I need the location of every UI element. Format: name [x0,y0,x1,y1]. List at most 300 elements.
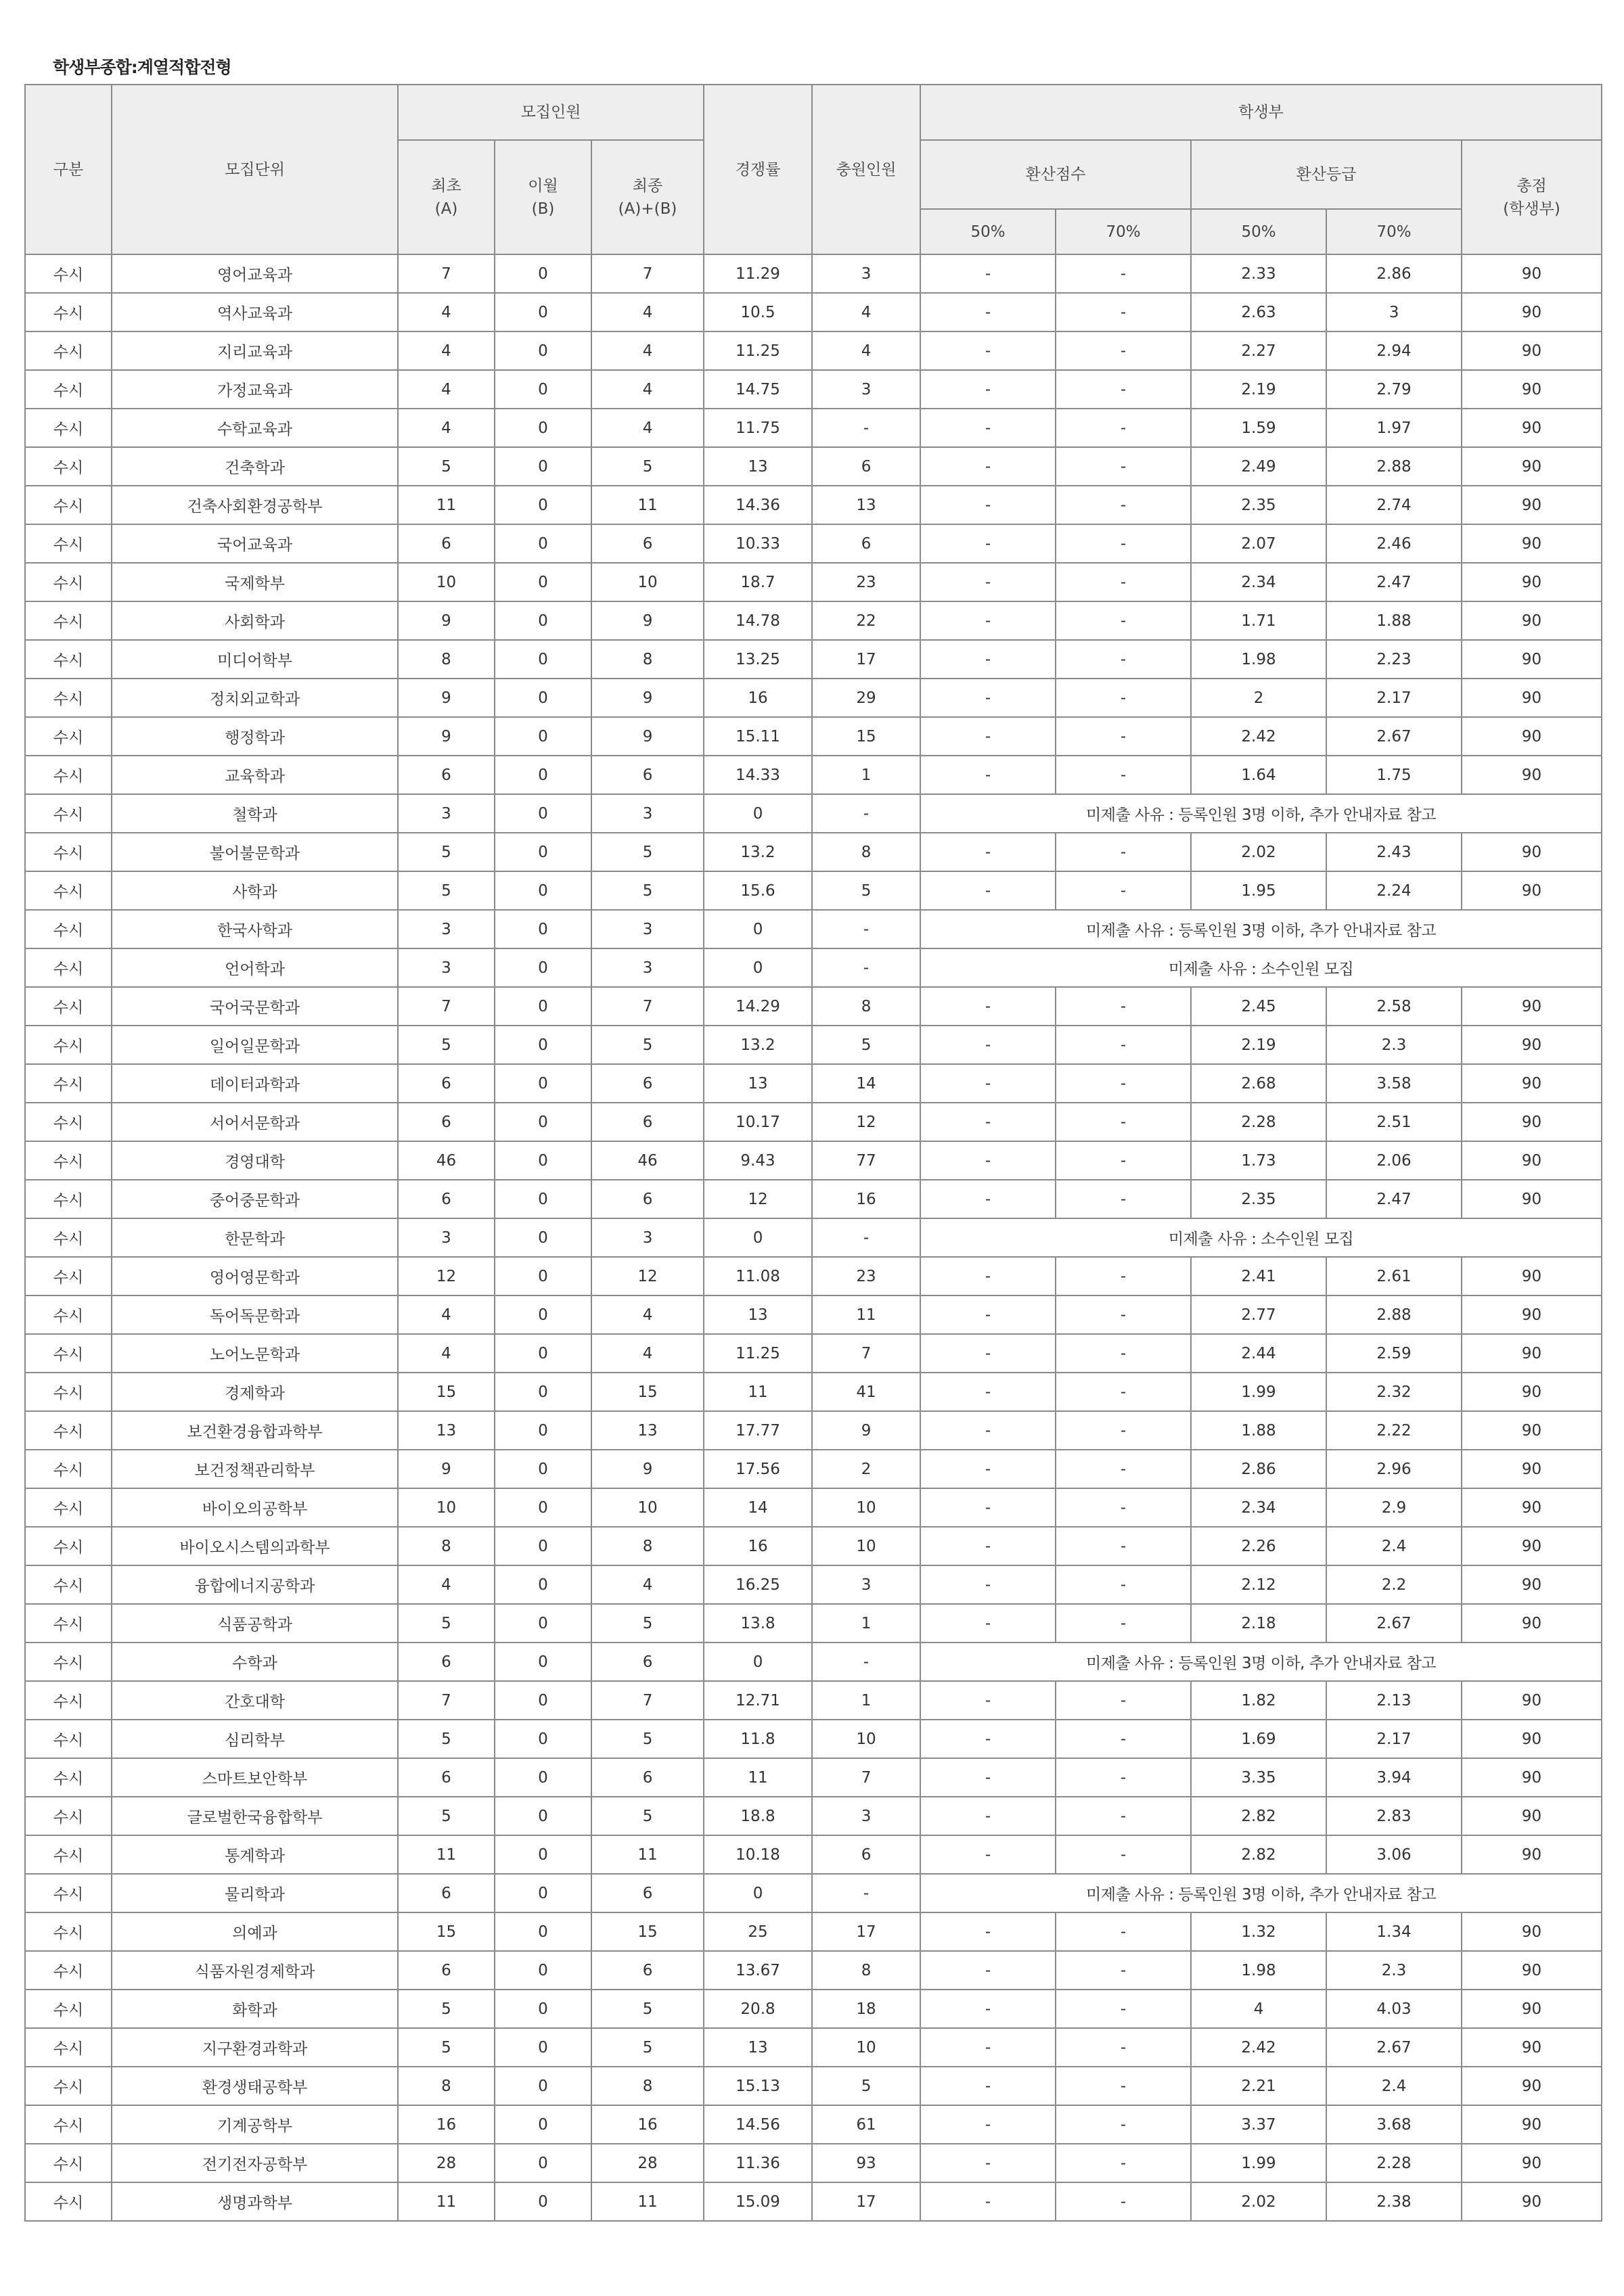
cell-grade-70: 2.43 [1326,833,1462,871]
cell-total: 90 [1462,1990,1602,2028]
table-row [25,2182,1602,2221]
cell-unit: 스마트보안학부 [112,1758,398,1797]
cell-grade-50: 2.33 [1191,254,1326,293]
cell-carryover: 0 [495,1180,591,1218]
cell-carryover: 0 [495,640,591,679]
cell-score-70: - [1056,1797,1191,1835]
cell-score-70: - [1056,409,1191,447]
cell-carryover: 0 [495,1874,591,1912]
cell-category: 수시 [25,563,112,601]
cell-grade-50: 1.59 [1191,409,1326,447]
table-row [25,679,1602,717]
cell-unit: 데이터과학과 [112,1064,398,1103]
cell-score-50: - [920,486,1056,524]
cell-grade-70: 2.2 [1326,1565,1462,1604]
cell-category: 수시 [25,1026,112,1064]
cell-score-50: - [920,1334,1056,1373]
cell-final: 6 [591,1103,704,1141]
cell-unit: 국어국문학과 [112,987,398,1026]
table-row [25,1373,1602,1411]
cell-grade-50: 1.71 [1191,601,1326,640]
table-row [25,640,1602,679]
cell-competition: 16 [704,679,812,717]
cell-initial: 4 [398,331,495,370]
cell-grade-70: 2.3 [1326,1026,1462,1064]
cell-category: 수시 [25,293,112,331]
cell-category: 수시 [25,1720,112,1758]
cell-score-50: - [920,1912,1056,1951]
header-competition: 경쟁률 [704,85,812,254]
cell-extra: 3 [812,370,920,409]
cell-grade-70: 3.94 [1326,1758,1462,1797]
cell-carryover: 0 [495,833,591,871]
cell-category: 수시 [25,447,112,486]
cell-unit: 한문학과 [112,1218,398,1257]
cell-category: 수시 [25,2144,112,2182]
cell-competition: 0 [704,794,812,833]
cell-unit: 바이오의공학부 [112,1488,398,1527]
cell-score-50: - [920,871,1056,910]
cell-initial: 8 [398,640,495,679]
cell-competition: 13.67 [704,1951,812,1990]
cell-extra: 4 [812,293,920,331]
table-row [25,1874,1602,1912]
cell-total: 90 [1462,2144,1602,2182]
table-row [25,1797,1602,1835]
cell-extra: 13 [812,486,920,524]
cell-competition: 18.7 [704,563,812,601]
cell-competition: 0 [704,1643,812,1681]
cell-score-50: - [920,2067,1056,2105]
cell-competition: 15.09 [704,2182,812,2221]
cell-grade-50: 2.82 [1191,1797,1326,1835]
cell-final: 15 [591,1912,704,1951]
cell-total: 90 [1462,254,1602,293]
cell-category: 수시 [25,409,112,447]
cell-final: 5 [591,1797,704,1835]
cell-carryover: 0 [495,1951,591,1990]
cell-grade-50: 2.45 [1191,987,1326,1026]
header-extra: 충원인원 [812,85,920,254]
cell-grade-70: 1.75 [1326,756,1462,794]
cell-initial: 11 [398,486,495,524]
cell-extra: 3 [812,254,920,293]
cell-carryover: 0 [495,756,591,794]
cell-grade-70: 2.67 [1326,2028,1462,2067]
cell-score-50: - [920,1026,1056,1064]
cell-initial: 12 [398,1257,495,1295]
cell-category: 수시 [25,640,112,679]
table-row [25,833,1602,871]
cell-score-70: - [1056,2182,1191,2221]
cell-grade-70: 2.17 [1326,679,1462,717]
table-row [25,1180,1602,1218]
cell-grade-50: 2.49 [1191,447,1326,486]
cell-unit: 교육학과 [112,756,398,794]
cell-category: 수시 [25,948,112,987]
cell-grade-70: 2.38 [1326,2182,1462,2221]
table-row [25,1990,1602,2028]
table-row [25,563,1602,601]
cell-initial: 15 [398,1373,495,1411]
cell-grade-70: 2.79 [1326,370,1462,409]
cell-total: 90 [1462,717,1602,756]
cell-initial: 4 [398,1565,495,1604]
cell-carryover: 0 [495,1103,591,1141]
cell-total: 90 [1462,2028,1602,2067]
header-total-line1: 총점 [1516,177,1547,195]
cell-grade-50: 1.82 [1191,1681,1326,1720]
table-row [25,1835,1602,1874]
cell-final: 5 [591,1720,704,1758]
cell-grade-70: 4.03 [1326,1990,1462,2028]
cell-unit: 생명과학부 [112,2182,398,2221]
cell-grade-70: 2.47 [1326,1180,1462,1218]
table-row [25,1681,1602,1720]
cell-grade-50: 3.37 [1191,2105,1326,2144]
cell-carryover: 0 [495,679,591,717]
cell-unit: 수학교육과 [112,409,398,447]
cell-total: 90 [1462,1064,1602,1103]
cell-category: 수시 [25,486,112,524]
cell-unit: 바이오시스템의과학부 [112,1527,398,1565]
cell-grade-50: 2.19 [1191,1026,1326,1064]
cell-category: 수시 [25,1643,112,1681]
cell-unit: 경영대학 [112,1141,398,1180]
cell-initial: 8 [398,1527,495,1565]
cell-initial: 5 [398,1604,495,1643]
cell-score-50: - [920,293,1056,331]
cell-competition: 13 [704,2028,812,2067]
cell-category: 수시 [25,871,112,910]
cell-score-50: - [920,1295,1056,1334]
cell-grade-70: 2.3 [1326,1951,1462,1990]
table-row [25,1218,1602,1257]
cell-grade-70: 2.94 [1326,331,1462,370]
cell-score-50: - [920,1720,1056,1758]
cell-competition: 14.78 [704,601,812,640]
cell-initial: 6 [398,1064,495,1103]
cell-final: 5 [591,2028,704,2067]
cell-total: 90 [1462,833,1602,871]
cell-category: 수시 [25,756,112,794]
cell-extra: 1 [812,1681,920,1720]
cell-initial: 7 [398,254,495,293]
cell-carryover: 0 [495,331,591,370]
cell-unit: 사학과 [112,871,398,910]
cell-grade-50: 2.02 [1191,833,1326,871]
cell-total: 90 [1462,1604,1602,1643]
cell-score-50: - [920,1565,1056,1604]
cell-initial: 7 [398,1681,495,1720]
cell-unit: 한국사학과 [112,910,398,948]
cell-extra: 77 [812,1141,920,1180]
page-title: 학생부종합:계열적합전형 [53,58,231,77]
cell-grade-70: 2.88 [1326,1295,1462,1334]
cell-competition: 14 [704,1488,812,1527]
cell-final: 4 [591,1565,704,1604]
cell-grade-50: 1.69 [1191,1720,1326,1758]
cell-competition: 13 [704,1295,812,1334]
cell-total: 90 [1462,1912,1602,1951]
cell-carryover: 0 [495,1295,591,1334]
cell-carryover: 0 [495,1990,591,2028]
cell-carryover: 0 [495,1257,591,1295]
cell-unit: 융합에너지공학과 [112,1565,398,1604]
cell-total: 90 [1462,871,1602,910]
cell-extra: - [812,1643,920,1681]
cell-score-70: - [1056,871,1191,910]
cell-score-70: - [1056,1681,1191,1720]
cell-score-70: - [1056,254,1191,293]
cell-score-70: - [1056,1758,1191,1797]
cell-category: 수시 [25,1218,112,1257]
table-row [25,871,1602,910]
cell-carryover: 0 [495,948,591,987]
cell-grade-50: 2.42 [1191,2028,1326,2067]
cell-competition: 14.29 [704,987,812,1026]
cell-initial: 5 [398,1797,495,1835]
table-row [25,910,1602,948]
cell-initial: 4 [398,1334,495,1373]
cell-score-50: - [920,1488,1056,1527]
table-row [25,293,1602,331]
cell-unit: 건축사회환경공학부 [112,486,398,524]
cell-competition: 15.6 [704,871,812,910]
cell-final: 6 [591,1758,704,1797]
cell-extra: 41 [812,1373,920,1411]
cell-unit: 의예과 [112,1912,398,1951]
cell-score-70: - [1056,1141,1191,1180]
cell-final: 15 [591,1373,704,1411]
table-row [25,1141,1602,1180]
cell-extra: 10 [812,1488,920,1527]
cell-carryover: 0 [495,601,591,640]
table-row [25,1720,1602,1758]
cell-grade-70: 2.67 [1326,717,1462,756]
cell-total: 90 [1462,2182,1602,2221]
cell-note: 미제출 사유 : 등록인원 3명 이하, 추가 안내자료 참고 [920,794,1602,833]
cell-unit: 정치외교학과 [112,679,398,717]
cell-score-70: - [1056,2144,1191,2182]
table-row [25,1488,1602,1527]
cell-score-70: - [1056,1411,1191,1450]
cell-carryover: 0 [495,1450,591,1488]
cell-grade-50: 1.98 [1191,1951,1326,1990]
header-initial [398,140,495,254]
cell-score-50: - [920,1373,1056,1411]
cell-grade-70: 3.58 [1326,1064,1462,1103]
cell-competition: 11.29 [704,254,812,293]
table-row [25,447,1602,486]
table-row [25,1758,1602,1797]
table-row [25,1912,1602,1951]
cell-extra: 3 [812,1565,920,1604]
cell-initial: 9 [398,601,495,640]
cell-initial: 28 [398,2144,495,2182]
cell-carryover: 0 [495,1912,591,1951]
cell-score-50: - [920,370,1056,409]
cell-category: 수시 [25,2182,112,2221]
cell-competition: 11.08 [704,1257,812,1295]
table-row [25,756,1602,794]
cell-category: 수시 [25,1373,112,1411]
cell-unit: 글로벌한국융합학부 [112,1797,398,1835]
cell-score-50: - [920,601,1056,640]
cell-total: 90 [1462,293,1602,331]
cell-score-50: - [920,331,1056,370]
header-total-line2: (학생부) [1503,200,1560,218]
cell-score-70: - [1056,1026,1191,1064]
cell-note: 미제출 사유 : 소수인원 모집 [920,948,1602,987]
cell-competition: 13 [704,447,812,486]
table-row [25,1295,1602,1334]
cell-extra: 23 [812,563,920,601]
cell-extra: 6 [812,1835,920,1874]
header-carryover-line2: (B) [531,200,555,218]
cell-initial: 6 [398,1874,495,1912]
cell-category: 수시 [25,1411,112,1450]
cell-score-70: - [1056,1064,1191,1103]
table-row [25,948,1602,987]
cell-total: 90 [1462,1026,1602,1064]
cell-grade-70: 2.74 [1326,486,1462,524]
cell-grade-50: 2.28 [1191,1103,1326,1141]
cell-score-70: - [1056,1990,1191,2028]
cell-unit: 일어일문학과 [112,1026,398,1064]
cell-grade-50: 2.07 [1191,524,1326,563]
cell-category: 수시 [25,601,112,640]
cell-extra: 3 [812,1797,920,1835]
cell-grade-70: 2.17 [1326,1720,1462,1758]
table-row [25,1565,1602,1604]
cell-extra: - [812,794,920,833]
cell-carryover: 0 [495,1643,591,1681]
cell-grade-70: 2.51 [1326,1103,1462,1141]
cell-grade-70: 2.67 [1326,1604,1462,1643]
table-row [25,1643,1602,1681]
cell-score-70: - [1056,1835,1191,1874]
cell-unit: 국어교육과 [112,524,398,563]
cell-carryover: 0 [495,1064,591,1103]
cell-total: 90 [1462,1681,1602,1720]
cell-carryover: 0 [495,2182,591,2221]
cell-competition: 13.2 [704,833,812,871]
cell-extra: 10 [812,1527,920,1565]
cell-grade-70: 2.13 [1326,1681,1462,1720]
cell-total: 90 [1462,1758,1602,1797]
cell-final: 9 [591,679,704,717]
cell-initial: 11 [398,1835,495,1874]
table-row [25,717,1602,756]
cell-initial: 6 [398,756,495,794]
cell-total: 90 [1462,2105,1602,2144]
cell-grade-70: 1.97 [1326,409,1462,447]
cell-grade-50: 2.26 [1191,1527,1326,1565]
cell-grade-50: 1.99 [1191,2144,1326,2182]
cell-extra: 61 [812,2105,920,2144]
cell-initial: 5 [398,1026,495,1064]
cell-competition: 13.8 [704,1604,812,1643]
cell-score-50: - [920,1604,1056,1643]
cell-initial: 15 [398,1912,495,1951]
cell-carryover: 0 [495,447,591,486]
cell-grade-50: 1.73 [1191,1141,1326,1180]
cell-grade-50: 2.63 [1191,293,1326,331]
admission-results-table [24,84,1602,2222]
cell-extra: 17 [812,640,920,679]
cell-category: 수시 [25,1141,112,1180]
cell-competition: 0 [704,948,812,987]
cell-category: 수시 [25,2067,112,2105]
cell-initial: 6 [398,1180,495,1218]
cell-competition: 15.13 [704,2067,812,2105]
cell-carryover: 0 [495,794,591,833]
cell-score-50: - [920,447,1056,486]
cell-competition: 13 [704,1064,812,1103]
cell-initial: 6 [398,1103,495,1141]
cell-competition: 13.25 [704,640,812,679]
cell-score-50: - [920,2105,1056,2144]
header-final [591,140,704,254]
cell-extra: - [812,1218,920,1257]
cell-category: 수시 [25,1103,112,1141]
cell-grade-70: 2.86 [1326,254,1462,293]
cell-final: 9 [591,1450,704,1488]
cell-grade-50: 2.12 [1191,1565,1326,1604]
cell-carryover: 0 [495,1488,591,1527]
cell-grade-50: 2.35 [1191,1180,1326,1218]
cell-total: 90 [1462,1373,1602,1411]
table-row [25,1103,1602,1141]
cell-final: 13 [591,1411,704,1450]
table-row [25,524,1602,563]
cell-extra: 16 [812,1180,920,1218]
cell-extra: 15 [812,717,920,756]
cell-total: 90 [1462,370,1602,409]
cell-grade-70: 1.34 [1326,1912,1462,1951]
table-row [25,2028,1602,2067]
cell-carryover: 0 [495,1565,591,1604]
header-total [1462,140,1602,254]
cell-grade-50: 1.32 [1191,1912,1326,1951]
cell-final: 10 [591,1488,704,1527]
cell-category: 수시 [25,1990,112,2028]
table-row [25,254,1602,293]
cell-score-70: - [1056,1951,1191,1990]
cell-final: 6 [591,524,704,563]
cell-competition: 20.8 [704,1990,812,2028]
cell-score-50: - [920,1411,1056,1450]
cell-competition: 17.56 [704,1450,812,1488]
cell-carryover: 0 [495,370,591,409]
cell-unit: 영어교육과 [112,254,398,293]
cell-score-50: - [920,1990,1056,2028]
header-record-group: 학생부 [920,85,1602,140]
cell-category: 수시 [25,1758,112,1797]
cell-grade-70: 2.4 [1326,1527,1462,1565]
cell-score-50: - [920,409,1056,447]
cell-initial: 3 [398,910,495,948]
cell-carryover: 0 [495,987,591,1026]
cell-grade-50: 2.35 [1191,486,1326,524]
cell-extra: 10 [812,1720,920,1758]
cell-extra: 5 [812,2067,920,2105]
cell-score-70: - [1056,447,1191,486]
cell-grade-70: 2.47 [1326,563,1462,601]
cell-carryover: 0 [495,1720,591,1758]
cell-competition: 10.5 [704,293,812,331]
